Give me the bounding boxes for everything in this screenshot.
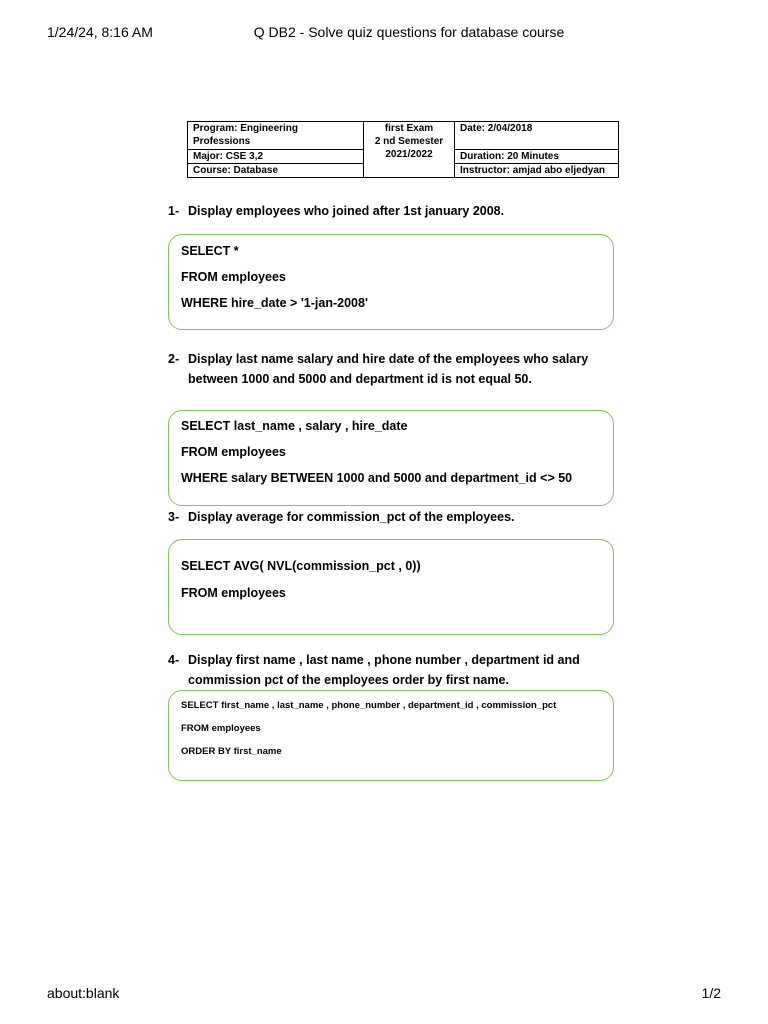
- answer-line: FROM employees: [181, 723, 261, 734]
- instructor-cell: Instructor: amjad abo eljedyan: [455, 164, 619, 178]
- program-line-2: Professions: [193, 136, 251, 147]
- print-footer-page-number: 1/2: [701, 985, 721, 1001]
- print-header-datetime: 1/24/24, 8:16 AM: [47, 24, 153, 40]
- program-line-1: Program: Engineering: [193, 123, 299, 134]
- question-text-continued: between 1000 and 5000 and department id is not equal 50.: [188, 372, 532, 386]
- answer-line: WHERE salary BETWEEN 1000 and 5000 and department_id <> 50: [181, 471, 573, 485]
- question-text: Display employees who joined after 1st january 2008.: [188, 204, 505, 218]
- question-number: 2-: [168, 352, 180, 366]
- major-cell: Major: CSE 3,2: [188, 150, 364, 164]
- answer-box-1: [168, 234, 614, 330]
- answer-line: SELECT last_name , salary , hire_date: [181, 419, 408, 433]
- exam-cell: [364, 122, 455, 178]
- answer-line: ORDER BY first_name: [181, 746, 282, 757]
- exam-title: first Exam: [384, 123, 434, 134]
- answer-line: FROM employees: [181, 445, 286, 459]
- program-cell: [188, 122, 364, 150]
- answer-line: SELECT AVG( NVL(commission_pct , 0)): [181, 559, 421, 573]
- question-number: 3-: [168, 510, 180, 524]
- exam-info-table: [187, 121, 619, 178]
- question-text: Display last name salary and hire date of the employees who salary: [188, 352, 589, 366]
- question-3: [168, 507, 628, 527]
- answer-line: FROM employees: [181, 586, 286, 600]
- question-4: [168, 650, 628, 690]
- question-text-continued: commission pct of the employees order by first name.: [188, 673, 509, 687]
- print-header-title: Q DB2 - Solve quiz questions for database course: [253, 24, 565, 40]
- duration-cell: Duration: 20 Minutes: [455, 150, 619, 164]
- exam-year: 2021/2022: [385, 149, 433, 160]
- question-text: Display first name , last name , phone number , department id and: [188, 653, 580, 667]
- question-text: Display average for commission_pct of the employees.: [188, 510, 515, 524]
- print-footer-url: about:blank: [47, 985, 120, 1001]
- question-1: [168, 201, 628, 221]
- answer-line: SELECT *: [181, 244, 239, 258]
- course-cell: Course: Database: [188, 164, 364, 178]
- answer-box-3: [168, 539, 614, 635]
- question-number: 1-: [168, 204, 180, 218]
- answer-line: WHERE hire_date > '1-jan-2008': [181, 296, 368, 310]
- answer-box-2: [168, 410, 614, 506]
- date-cell: Date: 2/04/2018: [455, 122, 619, 150]
- answer-line: SELECT first_name , last_name , phone_number , department_id , commission_pct: [181, 700, 557, 711]
- answer-box-4: [168, 690, 614, 781]
- exam-semester: 2 nd Semester: [374, 136, 444, 147]
- question-number: 4-: [168, 653, 180, 667]
- question-2: [168, 349, 628, 389]
- answer-line: FROM employees: [181, 270, 286, 284]
